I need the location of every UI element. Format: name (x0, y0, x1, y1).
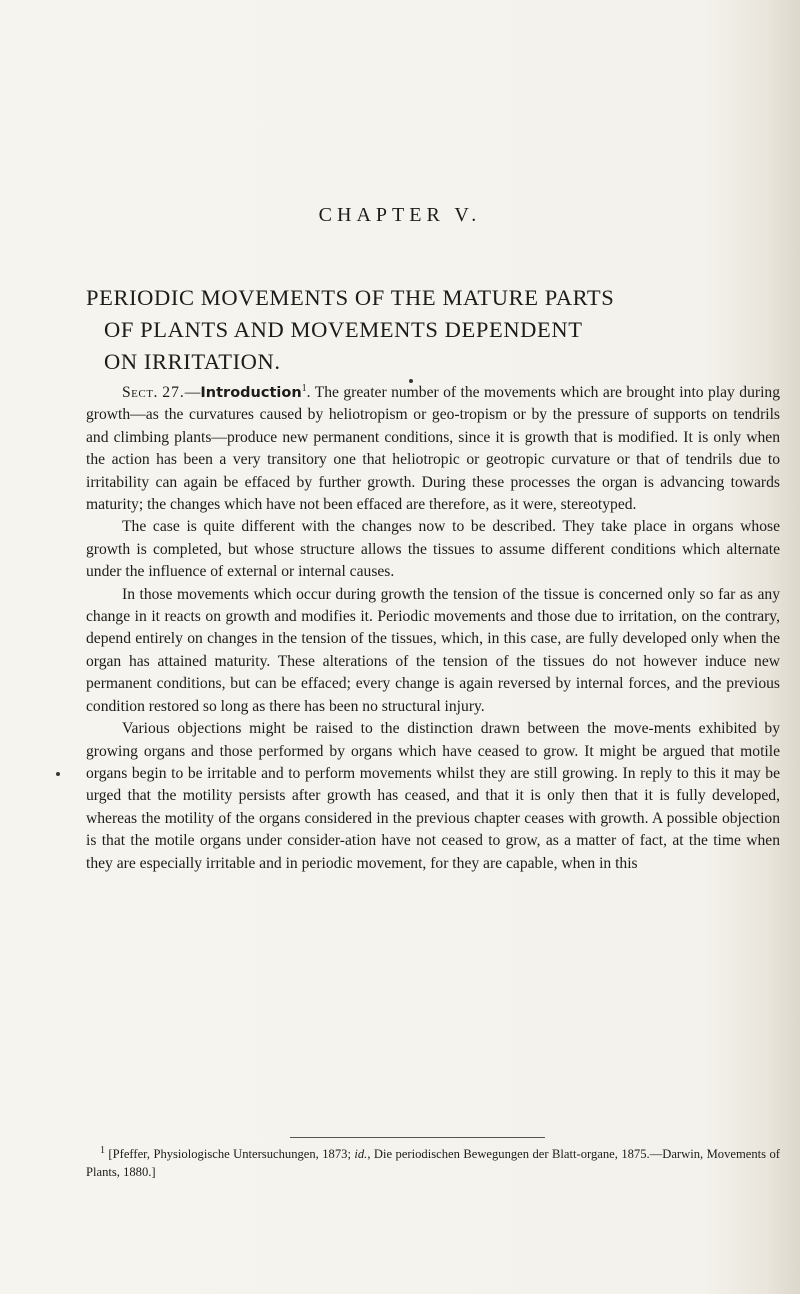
footnote-text-a: [Pfeffer, Physiologische Untersuchungen, 1873; (105, 1147, 355, 1161)
title-line-1: PERIODIC MOVEMENTS OF THE MATURE PARTS (86, 285, 615, 310)
body-text (86, 382, 780, 875)
footnote (86, 1145, 780, 1181)
paragraph-4: Various objections might be raised to the distinction drawn between the move-ments exhibited by growing organs and those performed by organs which have ceased to grow. It might be argued that motile organs begin to be irritable and to perform movements whilst they are still growing. In reply to this it may be urged that the motility persists after growth has ceased, and that it is only then that it is fully developed, whereas the motility of the organs considered in the previous chapter ceases with growth. A possible objection is that the motile organs under consider-ation have not ceased to grow, as a matter of fact, at the time when they are especially irritable and in periodic movement, for they are capable, when in this (86, 720, 780, 872)
chapter-heading: CHAPTER V. (318, 204, 482, 226)
paragraph-2: The case is quite different with the changes now to be described. They take place in organs whose growth is completed, but whose structure allows the tissues to assume different conditions which alternate under the influence of external or internal causes. (86, 518, 780, 581)
section-number: 27. (162, 384, 185, 401)
paragraph-1-text: . The greater number of the movements which are brought into play during growth—as the curvatures caused by heliotropism or geo-tropism or by the pressure of supports on tendrils and climbing plants—produce new permanent conditions, since it is growth that is modified. It is only when the action has been a very transitory one that heliotropic or geotropic curvature or that of tendrils due to irritability can again be effaced by further growth. During these processes the organ is advancing towards maturity; the changes which have not been effaced are therefore, as it were, stereotyped. (86, 384, 780, 514)
print-speck (409, 379, 413, 383)
section-label: Sect. (122, 384, 158, 401)
footnote-divider (290, 1137, 545, 1138)
section-dash: — (184, 384, 201, 401)
footnote-reference: 1 (301, 382, 307, 394)
footnote-text-b: , Die periodischen Bewegungen der Blatt-organe, 1875.—Darwin, Movements of Plants, 1880.] (86, 1147, 780, 1179)
paragraph-1 (86, 382, 780, 516)
footnote-marker: 1 (100, 1144, 105, 1156)
title-line-2: OF PLANTS AND MOVEMENTS DEPENDENT (104, 317, 583, 342)
title-line-3: ON IRRITATION. (104, 349, 281, 374)
chapter-title (86, 282, 786, 378)
section-heading: Introduction (200, 385, 302, 401)
paragraph-3: In those movements which occur during growth the tension of the tissue is concerned only so far as any change in it reacts on growth and modifies it. Periodic movements and those due to irritation, on the contrary, depend entirely on changes in the tension of the tissues, which, in this case, are fully developed only when the organ has attained maturity. These alterations of the tension of the tissues do not however induce new permanent conditions, but can be effaced; every change is again reversed by internal forces, and the previous condition restored so long as there has been no structural injury. (86, 585, 780, 715)
print-speck (56, 772, 60, 776)
footnote-ibid: id. (354, 1147, 368, 1161)
